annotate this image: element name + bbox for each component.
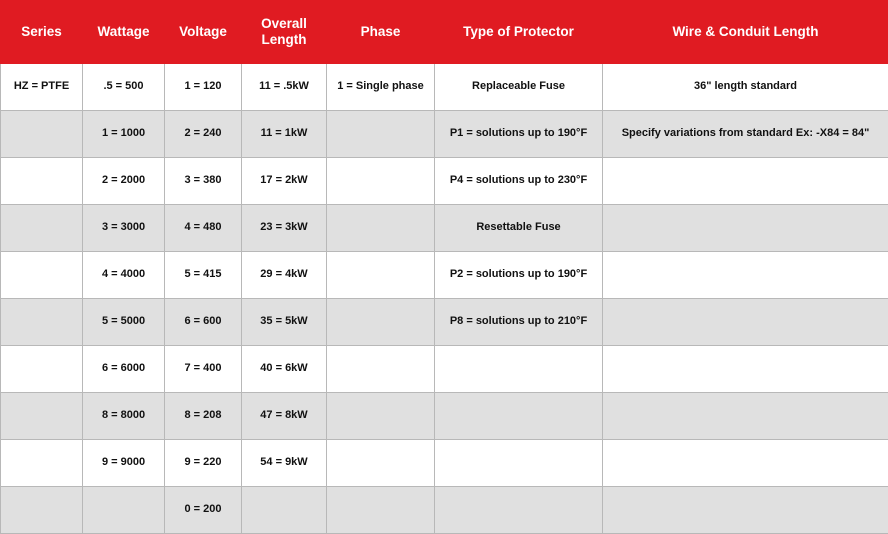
cell-type-of-protector: Replaceable Fuse: [435, 64, 603, 111]
cell-overall-length: 11 = 1kW: [242, 111, 327, 158]
table-row: [1, 440, 888, 487]
table-row: [1, 158, 888, 205]
cell-phase: [327, 252, 435, 299]
header-label: Phase: [331, 24, 430, 40]
table-row: [1, 205, 888, 252]
header-label: Overall Length: [246, 16, 322, 47]
cell-phase: [327, 111, 435, 158]
column-header-voltage: [165, 1, 242, 64]
cell-phase: [327, 158, 435, 205]
cell-type-of-protector: [435, 440, 603, 487]
cell-wire-conduit-length: [603, 158, 888, 205]
cell-wattage: 2 = 2000: [83, 158, 165, 205]
table-row: [1, 252, 888, 299]
cell-type-of-protector: [435, 487, 603, 534]
cell-wattage: 5 = 5000: [83, 299, 165, 346]
column-header-wire-conduit-length: [603, 1, 888, 64]
cell-wattage: .5 = 500: [83, 64, 165, 111]
header-label: Wire & Conduit Length: [607, 24, 884, 40]
cell-wattage: [83, 487, 165, 534]
cell-type-of-protector: P4 = solutions up to 230°F: [435, 158, 603, 205]
cell-phase: 1 = Single phase: [327, 64, 435, 111]
cell-voltage: 6 = 600: [165, 299, 242, 346]
cell-series: [1, 487, 83, 534]
header-label: Type of Protector: [439, 24, 598, 40]
cell-overall-length: 23 = 3kW: [242, 205, 327, 252]
table-row: [1, 299, 888, 346]
cell-voltage: 3 = 380: [165, 158, 242, 205]
cell-series: HZ = PTFE: [1, 64, 83, 111]
cell-series: [1, 346, 83, 393]
cell-wire-conduit-length: [603, 252, 888, 299]
cell-wire-conduit-length: [603, 487, 888, 534]
cell-wire-conduit-length: [603, 205, 888, 252]
table-row: [1, 111, 888, 158]
cell-voltage: 5 = 415: [165, 252, 242, 299]
cell-type-of-protector: P2 = solutions up to 190°F: [435, 252, 603, 299]
cell-overall-length: 35 = 5kW: [242, 299, 327, 346]
column-header-type-of-protector: [435, 1, 603, 64]
cell-series: [1, 205, 83, 252]
cell-wattage: 8 = 8000: [83, 393, 165, 440]
cell-voltage: 4 = 480: [165, 205, 242, 252]
cell-type-of-protector: [435, 346, 603, 393]
column-header-overall-length: [242, 1, 327, 64]
cell-wire-conduit-length: [603, 346, 888, 393]
column-header-phase: [327, 1, 435, 64]
cell-phase: [327, 393, 435, 440]
cell-wattage: 6 = 6000: [83, 346, 165, 393]
cell-series: [1, 252, 83, 299]
cell-voltage: 8 = 208: [165, 393, 242, 440]
cell-voltage: 2 = 240: [165, 111, 242, 158]
table-row: [1, 346, 888, 393]
cell-overall-length: 17 = 2kW: [242, 158, 327, 205]
cell-wire-conduit-length: [603, 299, 888, 346]
cell-type-of-protector: P1 = solutions up to 190°F: [435, 111, 603, 158]
column-header-wattage: [83, 1, 165, 64]
cell-wire-conduit-length: [603, 440, 888, 487]
cell-series: [1, 111, 83, 158]
cell-overall-length: [242, 487, 327, 534]
cell-voltage: 7 = 400: [165, 346, 242, 393]
cell-type-of-protector: Resettable Fuse: [435, 205, 603, 252]
cell-wire-conduit-length: [603, 393, 888, 440]
cell-wire-conduit-length: 36" length standard: [603, 64, 888, 111]
cell-wattage: 3 = 3000: [83, 205, 165, 252]
header-label: Voltage: [169, 24, 237, 40]
cell-phase: [327, 299, 435, 346]
cell-series: [1, 393, 83, 440]
cell-wattage: 9 = 9000: [83, 440, 165, 487]
table-row: [1, 64, 888, 111]
cell-phase: [327, 205, 435, 252]
cell-wattage: 1 = 1000: [83, 111, 165, 158]
header-label: Wattage: [87, 24, 160, 40]
cell-overall-length: 11 = .5kW: [242, 64, 327, 111]
header-label: Series: [5, 24, 78, 40]
cell-voltage: 9 = 220: [165, 440, 242, 487]
cell-series: [1, 440, 83, 487]
cell-wattage: 4 = 4000: [83, 252, 165, 299]
cell-series: [1, 158, 83, 205]
cell-overall-length: 40 = 6kW: [242, 346, 327, 393]
table-header: [1, 1, 888, 64]
cell-overall-length: 29 = 4kW: [242, 252, 327, 299]
table-row: [1, 393, 888, 440]
cell-phase: [327, 487, 435, 534]
table-row: [1, 487, 888, 534]
cell-type-of-protector: P8 = solutions up to 210°F: [435, 299, 603, 346]
cell-overall-length: 47 = 8kW: [242, 393, 327, 440]
cell-phase: [327, 440, 435, 487]
cell-voltage: 1 = 120: [165, 64, 242, 111]
cell-wire-conduit-length: Specify variations from standard Ex: -X84 = 84": [603, 111, 888, 158]
cell-voltage: 0 = 200: [165, 487, 242, 534]
column-header-series: [1, 1, 83, 64]
header-row: [1, 1, 888, 64]
cell-type-of-protector: [435, 393, 603, 440]
table-body: [1, 64, 888, 534]
cell-phase: [327, 346, 435, 393]
cell-overall-length: 54 = 9kW: [242, 440, 327, 487]
cell-series: [1, 299, 83, 346]
